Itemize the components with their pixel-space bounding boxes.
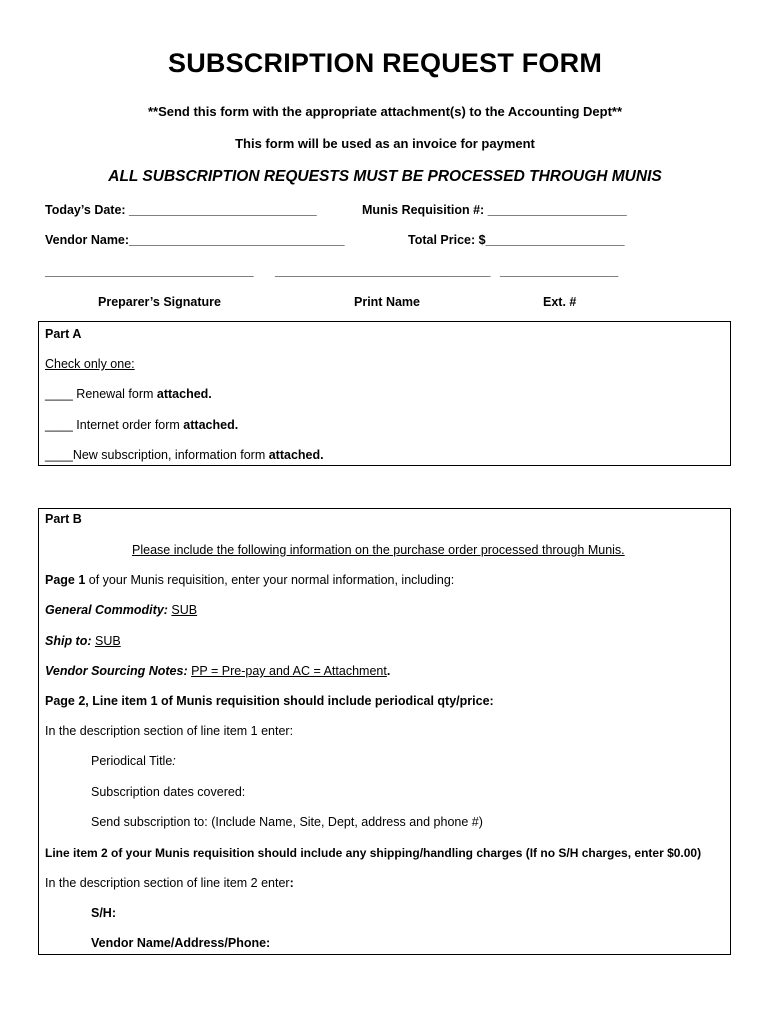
part-a-heading: Part A: [45, 327, 82, 341]
todays-date-field[interactable]: Today’s Date: ___________________________: [45, 203, 317, 217]
new-subscription-option[interactable]: [45, 448, 324, 462]
vendor-notes-period: .: [386, 664, 391, 678]
vendor-address-label: Vendor Name/Address/Phone:: [91, 936, 271, 950]
sh-label: S/H:: [91, 906, 116, 920]
munis-notice: ALL SUBSCRIPTION REQUESTS MUST BE PROCESSED THROUGH MUNIS: [108, 168, 662, 185]
desc-item1: In the description section of line item 1 enter:: [45, 724, 294, 738]
ext-label: Ext. #: [543, 295, 577, 309]
preparer-signature-label: Preparer’s Signature: [98, 295, 221, 309]
print-name-line[interactable]: _______________________________: [275, 264, 491, 278]
vendor-notes-line: [45, 664, 390, 678]
internet-option[interactable]: [45, 418, 238, 432]
desc-item2-colon: :: [289, 876, 294, 890]
renewal-text: Renewal form: [76, 387, 157, 401]
general-commodity-line: [45, 603, 197, 617]
signature-line[interactable]: ______________________________: [45, 264, 254, 278]
renewal-blank[interactable]: ____: [45, 387, 73, 401]
line-item2: Line item 2 of your Munis requisition should include any shipping/handling charges (If no S/H charges, enter $0.00): [45, 846, 702, 860]
print-name-label: Print Name: [354, 295, 420, 309]
desc-item2: In the description section of line item 2 enter: [45, 876, 290, 890]
new-blank[interactable]: ____: [45, 448, 73, 462]
check-only-one: Check only one:: [45, 357, 135, 371]
ship-to-label: Ship to:: [45, 634, 92, 648]
new-attached: attached.: [268, 448, 324, 462]
vendor-notes-value: PP = Pre-pay and AC = Attachment: [191, 664, 387, 678]
instruction-text: **Send this form with the appropriate attachment(s) to the Accounting Dept**: [147, 104, 623, 119]
periodical-title-colon: :: [172, 754, 176, 768]
munis-requisition-field[interactable]: Munis Requisition #: ____________________: [362, 203, 627, 217]
part-b-heading: Part B: [45, 512, 82, 526]
periodical-title-line: [91, 754, 176, 768]
invoice-note: This form will be used as an invoice for payment: [235, 136, 535, 151]
send-to: Send subscription to: (Include Name, Site, Dept, address and phone #): [91, 815, 483, 829]
page1-rest: of your Munis requisition, enter your normal information, including:: [85, 573, 455, 587]
page1-bold: Page 1: [45, 573, 86, 587]
ship-to-value: SUB: [95, 634, 121, 648]
internet-attached: attached.: [183, 418, 239, 432]
dates-covered: Subscription dates covered:: [91, 785, 246, 799]
renewal-option[interactable]: [45, 387, 212, 401]
vendor-name-field[interactable]: Vendor Name:_______________________________: [45, 233, 345, 247]
ship-to-line: [45, 634, 121, 648]
periodical-title: Periodical Title: [91, 754, 173, 768]
internet-blank[interactable]: ____: [45, 418, 73, 432]
general-commodity-label: General Commodity:: [45, 603, 168, 617]
general-commodity-value: SUB: [171, 603, 198, 617]
ext-line[interactable]: _________________: [500, 264, 619, 278]
part-b-intro: Please include the following information on the purchase order processed through Munis.: [132, 543, 625, 557]
internet-text: Internet order form: [76, 418, 184, 432]
form-title: SUBSCRIPTION REQUEST FORM: [167, 48, 603, 78]
new-text: New subscription, information form: [72, 448, 269, 462]
vendor-notes-label: Vendor Sourcing Notes:: [45, 664, 188, 678]
page1-line: [45, 573, 454, 587]
desc-item2-line: [45, 876, 294, 890]
page2-line: Page 2, Line item 1 of Munis requisition should include periodical qty/price:: [45, 694, 494, 708]
renewal-attached: attached.: [156, 387, 212, 401]
total-price-field[interactable]: Total Price: $____________________: [408, 233, 625, 247]
